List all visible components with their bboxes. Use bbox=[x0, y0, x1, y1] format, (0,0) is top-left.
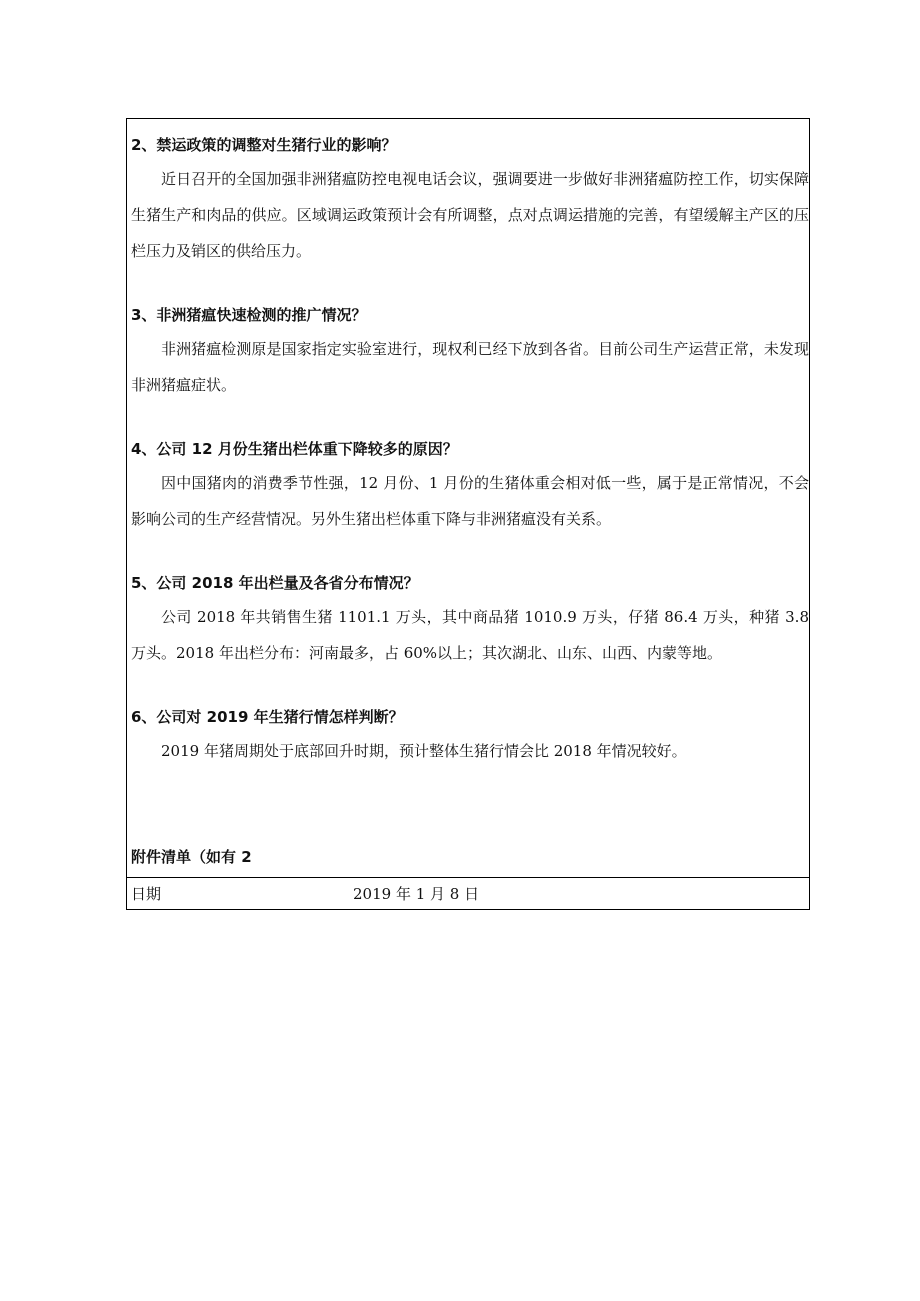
qa-section-outlook bbox=[131, 701, 809, 769]
qa-content bbox=[131, 129, 809, 799]
question-heading: 3、非洲猪瘟快速检测的推广情况？ bbox=[131, 306, 367, 324]
document-table bbox=[126, 118, 810, 910]
qa-section-weight bbox=[131, 433, 809, 537]
date-value: 2019 年 1 月 8 日 bbox=[353, 885, 480, 903]
answer-paragraph: 非洲猪瘟检测原是国家指定实验室进行，现权利已经下放到各省。目前公司生产运营正常，未发现非洲猪瘟症状。 bbox=[131, 340, 809, 394]
answer-paragraph: 近日召开的全国加强非洲猪瘟防控电视电话会议，强调要进一步做好非洲猪瘟防控工作，切实保障生猪生产和肉品的供应。区域调运政策预计会有所调整，点对点调运措施的完善，有望缓解主产区的压栏压力及销区的供给压力。 bbox=[131, 170, 809, 260]
question-heading: 6、公司对 2019 年生猪行情怎样判断？ bbox=[131, 708, 404, 726]
question-heading: 2、禁运政策的调整对生猪行业的影响？ bbox=[131, 136, 397, 154]
question-heading: 4、公司 12 月份生猪出栏体重下降较多的原因？ bbox=[131, 440, 458, 458]
answer-paragraph: 公司 2018 年共销售生猪 1101.1 万头，其中商品猪 1010.9 万头，仔猪 86.4 万头，种猪 3.8 万头。2018 年出栏分布：河南最多，占 60%以上；其次湖北、山东、山西、内蒙等地。 bbox=[131, 608, 809, 662]
question-heading: 5、公司 2018 年出栏量及各省分布情况？ bbox=[131, 574, 419, 592]
date-row bbox=[127, 877, 809, 910]
answer-paragraph: 因中国猪肉的消费季节性强，12 月份、1 月份的生猪体重会相对低一些，属于是正常情况，不会影响公司的生产经营情况。另外生猪出栏体重下降与非洲猪瘟没有关系。 bbox=[131, 474, 809, 528]
qa-section-output bbox=[131, 567, 809, 671]
attachment-list-label: 附件清单（如有 2 bbox=[131, 848, 252, 866]
qa-section-detection bbox=[131, 299, 809, 403]
answer-paragraph: 2019 年猪周期处于底部回升时期，预计整体生猪行情会比 2018 年情况较好。 bbox=[161, 742, 687, 760]
date-label: 日期 bbox=[131, 885, 162, 903]
qa-section-policy bbox=[131, 129, 809, 269]
